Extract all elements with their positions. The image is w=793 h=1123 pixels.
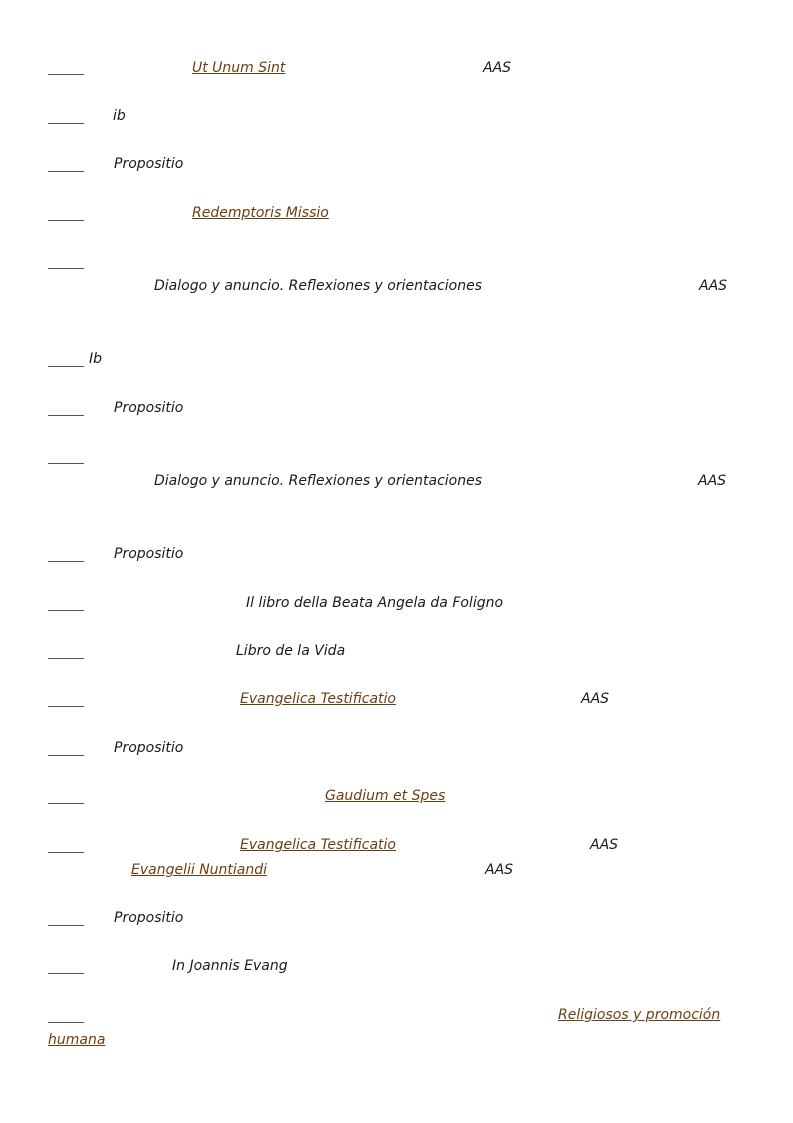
footnote-marker-line <box>48 561 84 562</box>
citation-in-joannis-evang: In Joannis Evang <box>172 958 288 974</box>
footnote-marker-line <box>48 1022 84 1023</box>
citation-dialogo-anuncio: Dialogo y anuncio. Reflexiones y orientaciones <box>154 473 482 489</box>
citation-source-aas: AAS <box>483 60 512 76</box>
citation-dialogo-anuncio: Dialogo y anuncio. Reflexiones y orientaciones <box>154 278 482 294</box>
citation-link-evangelica-testificatio[interactable]: Evangelica Testificatio <box>240 837 396 853</box>
footnote-marker-line <box>48 925 84 926</box>
citation-ibid: ib <box>113 108 126 124</box>
citation-source-aas: AAS <box>699 278 728 294</box>
citation-link-ut-unum-sint[interactable]: Ut Unum Sint <box>192 60 286 76</box>
citation-link-gaudium-et-spes[interactable]: Gaudium et Spes <box>325 788 446 804</box>
footnote-marker-line <box>48 415 84 416</box>
citation-propositio: Propositio <box>114 546 184 562</box>
citation-source-aas: AAS <box>581 691 610 707</box>
footnote-marker-line <box>48 123 84 124</box>
footnote-marker-line <box>48 74 84 75</box>
citation-link-evangelica-testificatio[interactable]: Evangelica Testificatio <box>240 691 396 707</box>
citation-source-aas: AAS <box>485 862 514 878</box>
footnote-marker-line <box>48 658 84 659</box>
footnote-marker-line <box>48 706 84 707</box>
citation-propositio: Propositio <box>114 910 184 926</box>
citation-link-religiosos-promocion[interactable]: Religiosos y promoción <box>558 1007 721 1023</box>
citation-ibid: Ib <box>89 351 103 367</box>
citation-propositio: Propositio <box>114 400 184 416</box>
citation-link-redemptoris-missio[interactable]: Redemptoris Missio <box>192 205 329 221</box>
citation-propositio: Propositio <box>114 740 184 756</box>
citation-source-aas: AAS <box>698 473 727 489</box>
footnote-marker-line <box>48 610 84 611</box>
footnote-marker-line <box>48 803 84 804</box>
footnote-marker-line <box>48 268 84 269</box>
citation-link-religiosos-promocion-cont[interactable]: humana <box>48 1032 106 1048</box>
citation-libro-de-la-vida: Libro de la Vida <box>236 643 346 659</box>
citation-source-aas: AAS <box>590 837 619 853</box>
citation-angela-da-foligno: Il libro della Beata Angela da Foligno <box>246 595 504 611</box>
citation-propositio: Propositio <box>114 156 184 172</box>
footnote-marker-line <box>48 220 84 221</box>
footnote-marker-line <box>48 852 84 853</box>
footnote-marker-line <box>48 973 84 974</box>
footnote-marker-line <box>48 171 84 172</box>
footnote-marker-line <box>48 463 84 464</box>
footnote-marker-line <box>48 755 84 756</box>
citation-link-evangelii-nuntiandi[interactable]: Evangelii Nuntiandi <box>131 862 268 878</box>
footnote-marker-line <box>48 366 84 367</box>
